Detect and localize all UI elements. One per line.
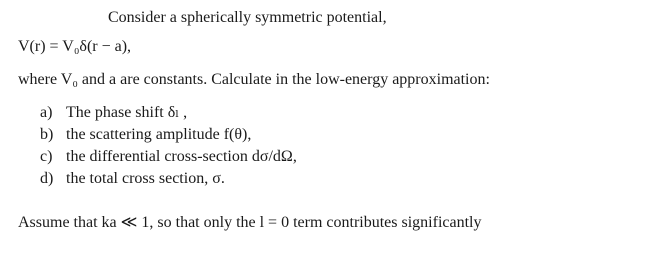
where-line: where V₀ and a are constants. Calculate in the low-energy approximation: [18, 71, 490, 88]
list-item-a [40, 103, 187, 123]
list-text: the total cross section, σ. [66, 170, 225, 187]
list-item-b [40, 125, 251, 145]
list-letter: d) [40, 170, 54, 187]
list-text: the differential cross-section dσ/dΩ, [66, 148, 297, 165]
assume-line: Assume that ka ≪ 1, so that only the l = 0 term contributes significantly [18, 214, 482, 231]
list-letter: b) [40, 126, 54, 143]
list-text: the scattering amplitude f(θ), [66, 126, 252, 143]
list-text: The phase shift δₗ , [66, 104, 188, 121]
list-letter: c) [40, 148, 53, 165]
intro-line: Consider a spherically symmetric potential, [108, 9, 387, 26]
list-item-d [40, 169, 225, 189]
potential-equation: V(r) = V₀δ(r − a), [18, 38, 132, 55]
list-item-c [40, 147, 297, 167]
list-letter: a) [40, 104, 53, 121]
